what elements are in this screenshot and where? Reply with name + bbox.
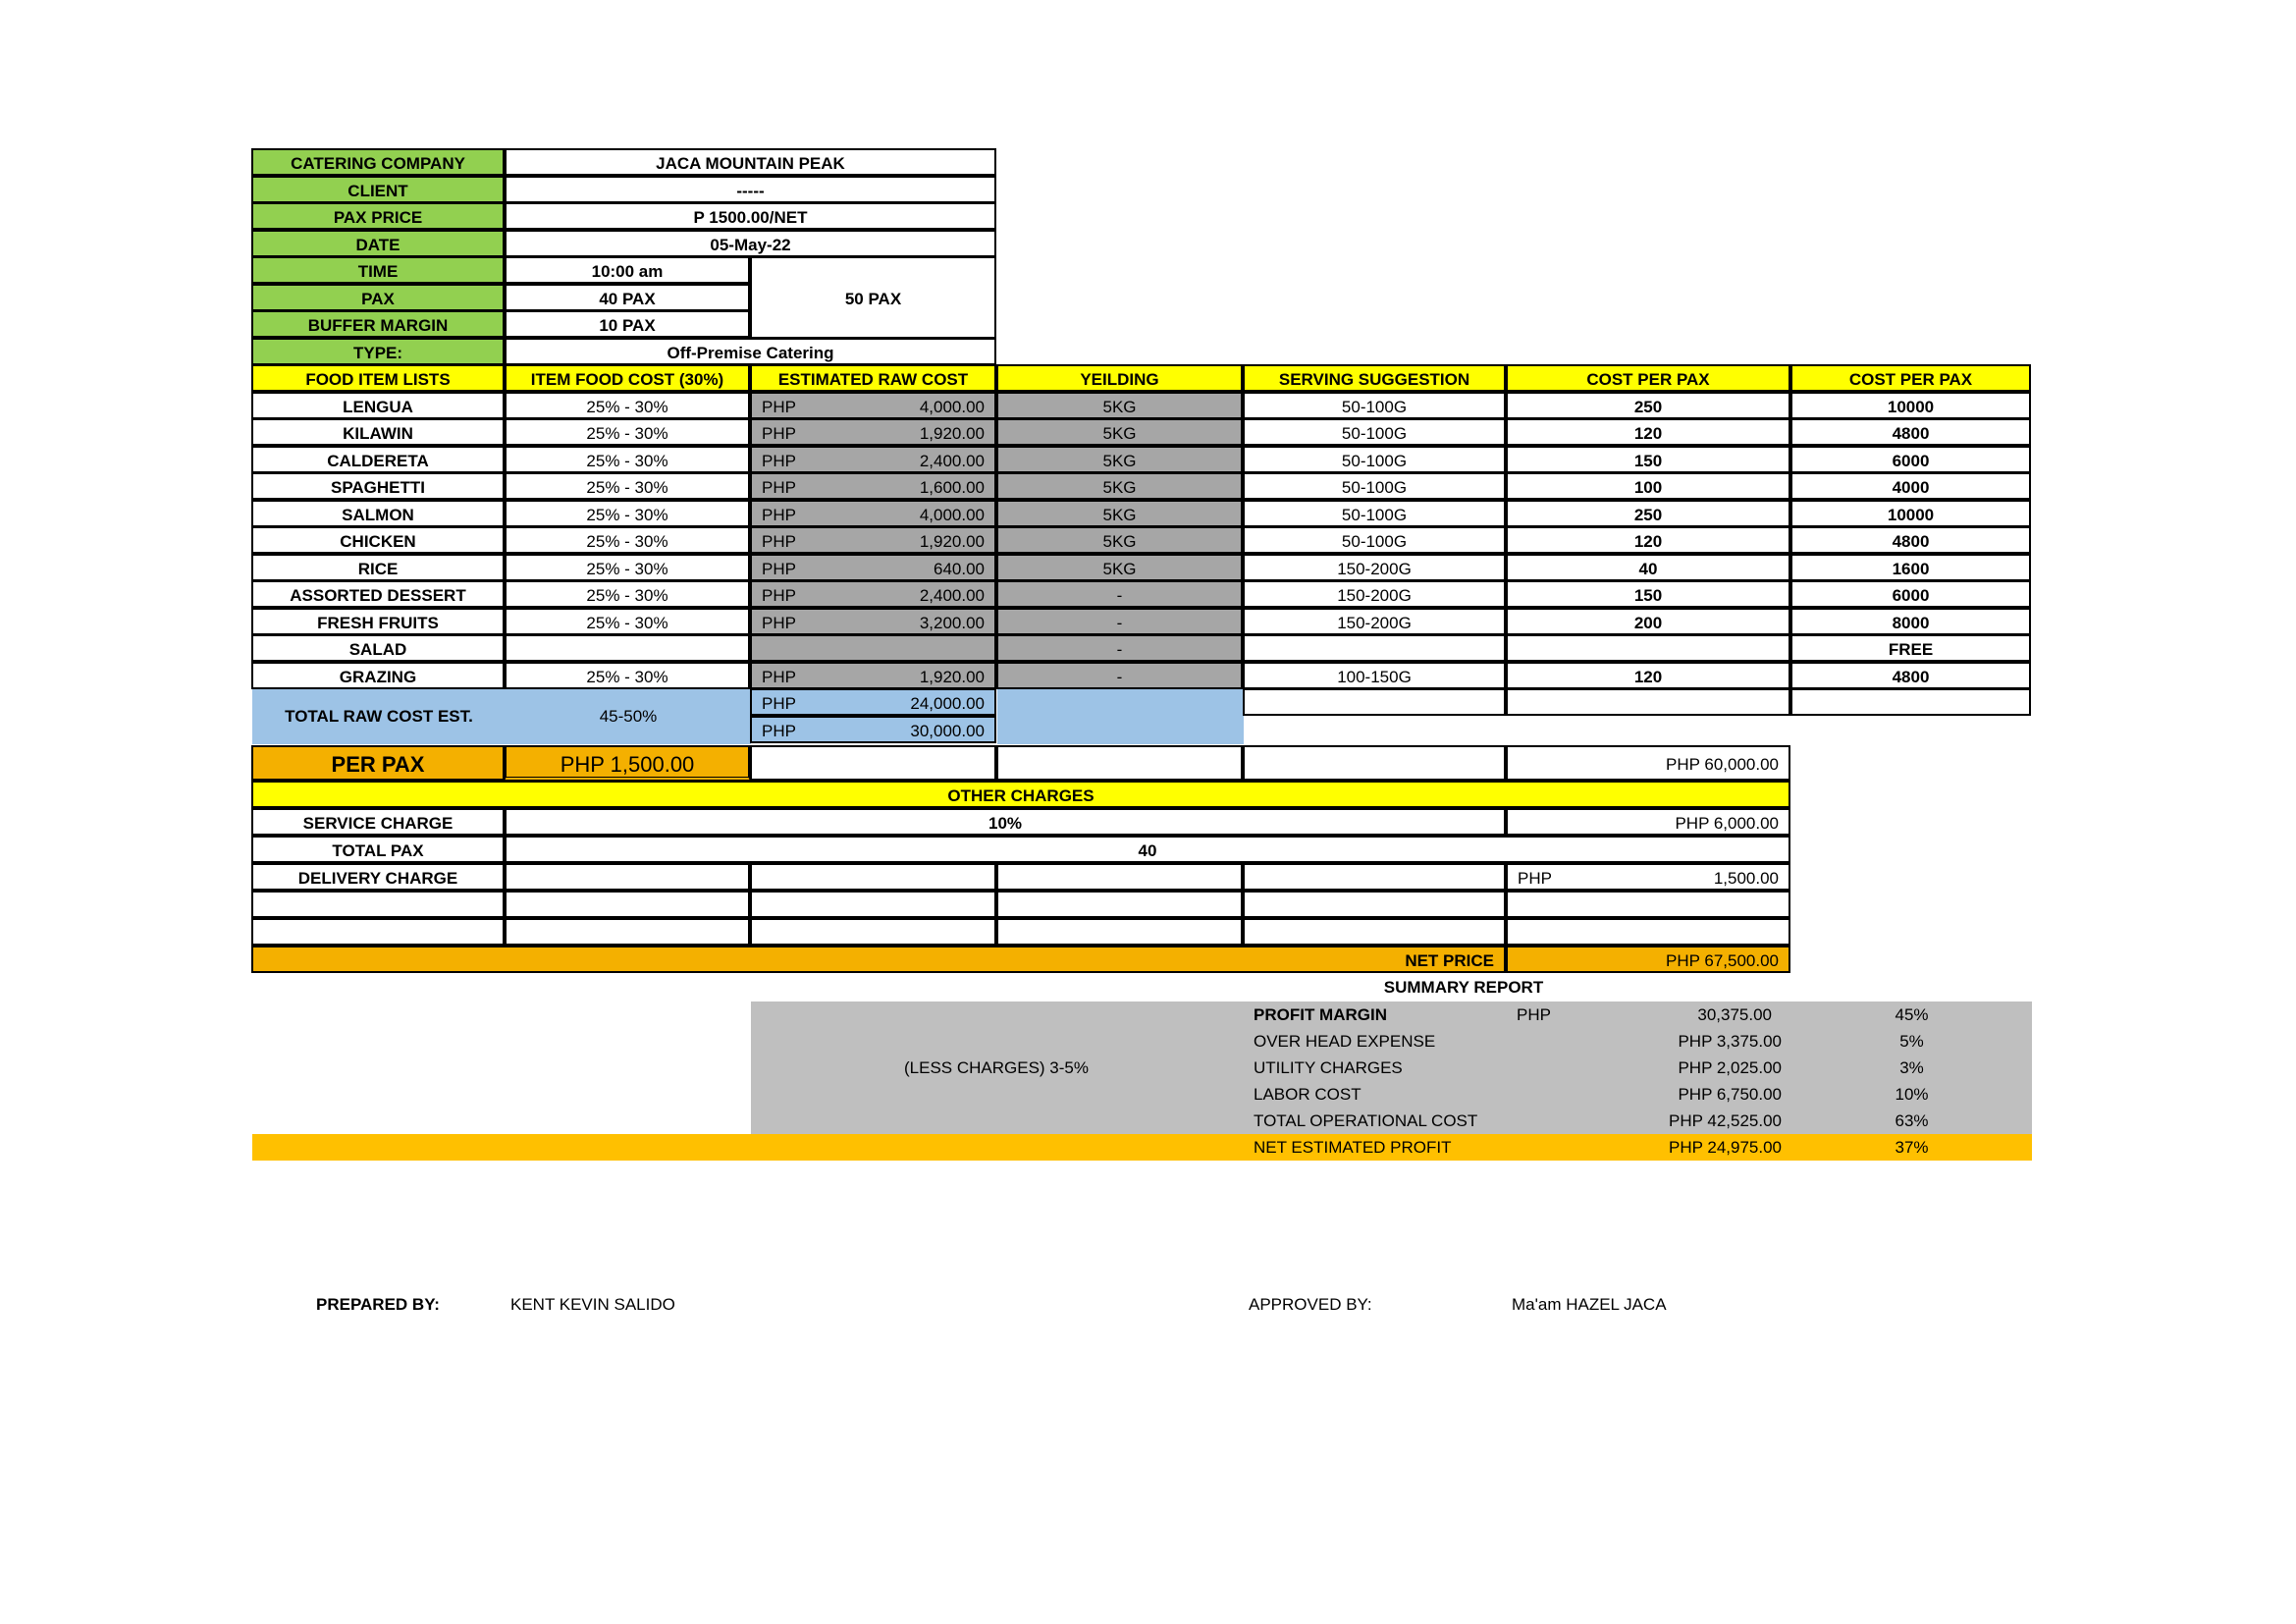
column-header: COST PER PAX — [1790, 364, 2031, 392]
item-cost-total: 10000 — [1790, 500, 2031, 527]
blank-cell — [1243, 745, 1506, 781]
header-value: 10 PAX — [505, 310, 750, 338]
item-serving — [1243, 634, 1506, 662]
currency-label: PHP — [762, 478, 796, 497]
currency-label: PHP — [762, 424, 796, 443]
item-food-cost: 25% - 30% — [505, 608, 750, 635]
currency-label: PHP — [762, 722, 796, 740]
item-serving: 50-100G — [1243, 472, 1506, 500]
approved-by-name: Ma'am HAZEL JACA — [1512, 1295, 1667, 1314]
column-header: ESTIMATED RAW COST — [750, 364, 996, 392]
summary-row-amount — [1507, 1001, 1791, 1028]
item-serving: 50-100G — [1243, 526, 1506, 554]
delivery-charge-amount — [1506, 863, 1790, 891]
item-yield: 5KG — [996, 446, 1243, 473]
total-raw-label: TOTAL RAW COST EST. — [252, 689, 506, 744]
blank-cell — [505, 863, 750, 891]
raw-cost-amount: 2,400.00 — [919, 586, 985, 605]
raw-cost-amount: 1,920.00 — [919, 424, 985, 443]
header-label: TYPE: — [251, 338, 505, 365]
raw-cost-amount: 1,600.00 — [919, 478, 985, 497]
total-raw-pct: 45-50% — [506, 689, 751, 744]
item-raw-cost — [750, 500, 996, 527]
blank-cell — [1243, 891, 1506, 918]
item-cost-pax: 200 — [1506, 608, 1790, 635]
item-cost-pax: 40 — [1506, 554, 1790, 581]
header-value: P 1500.00/NET — [505, 202, 996, 230]
item-serving: 50-100G — [1243, 446, 1506, 473]
summary-row-pct: 45% — [1895, 1005, 1929, 1024]
service-charge-amount: PHP 6,000.00 — [1506, 808, 1790, 836]
item-cost-pax: 150 — [1506, 446, 1790, 473]
item-name: SALAD — [251, 634, 505, 662]
blank-cell — [750, 745, 996, 781]
summary-row-amount: PHP 42,525.00 — [1669, 1111, 1782, 1130]
item-yield: 5KG — [996, 500, 1243, 527]
column-header: FOOD ITEM LISTS — [251, 364, 505, 392]
item-yield: 5KG — [996, 472, 1243, 500]
item-food-cost: 25% - 30% — [505, 446, 750, 473]
item-raw-cost — [750, 580, 996, 608]
summary-row-amount: PHP 2,025.00 — [1678, 1058, 1782, 1077]
currency-label: PHP — [762, 586, 796, 605]
item-cost-total: 10000 — [1790, 392, 2031, 419]
item-food-cost: 25% - 30% — [505, 392, 750, 419]
item-cost-pax: 120 — [1506, 526, 1790, 554]
column-header: ITEM FOOD COST (30%) — [505, 364, 750, 392]
blank-cell — [750, 863, 996, 891]
item-cost-total: 1600 — [1790, 554, 2031, 581]
item-food-cost: 25% - 30% — [505, 526, 750, 554]
approved-by-label: APPROVED BY: — [1249, 1295, 1372, 1314]
item-raw-cost — [750, 662, 996, 689]
item-name: SALMON — [251, 500, 505, 527]
item-yield: 5KG — [996, 418, 1243, 446]
blank-cell — [505, 891, 750, 918]
summary-row-label: OVER HEAD EXPENSE — [1254, 1032, 1436, 1051]
currency-label: PHP — [762, 506, 796, 524]
header-value: 40 PAX — [505, 284, 750, 311]
item-yield: 5KG — [996, 392, 1243, 419]
item-cost-total: 4800 — [1790, 662, 2031, 689]
currency-label: PHP — [1517, 1005, 1551, 1024]
total-raw-amount — [750, 688, 996, 716]
item-cost-total: 4000 — [1790, 472, 2031, 500]
item-food-cost: 25% - 30% — [505, 500, 750, 527]
column-header: COST PER PAX — [1506, 364, 1790, 392]
header-value: 05-May-22 — [505, 230, 996, 257]
net-profit-pct: 37% — [1791, 1134, 2032, 1161]
item-name: RICE — [251, 554, 505, 581]
currency-label: PHP — [762, 694, 796, 713]
blank-cell — [996, 891, 1243, 918]
item-cost-pax: 100 — [1506, 472, 1790, 500]
header-value: 10:00 am — [505, 256, 750, 284]
net-price-label: NET PRICE — [251, 946, 1506, 973]
item-food-cost: 25% - 30% — [505, 554, 750, 581]
blank-cell — [505, 918, 750, 946]
item-raw-cost — [750, 472, 996, 500]
net-price-value: PHP 67,500.00 — [1506, 946, 1790, 973]
header-value: ----- — [505, 176, 996, 203]
item-raw-cost — [750, 554, 996, 581]
item-serving: 50-100G — [1243, 418, 1506, 446]
item-name: LENGUA — [251, 392, 505, 419]
other-charges-title: OTHER CHARGES — [251, 781, 1790, 808]
summary-row-amount: PHP 3,375.00 — [1678, 1032, 1782, 1051]
blank-cell — [750, 918, 996, 946]
item-serving: 150-200G — [1243, 580, 1506, 608]
item-cost-pax: 250 — [1506, 392, 1790, 419]
delivery-charge-label: DELIVERY CHARGE — [251, 863, 505, 891]
item-raw-cost — [750, 418, 996, 446]
header-label: CLIENT — [251, 176, 505, 203]
item-serving: 150-200G — [1243, 554, 1506, 581]
total-pax-box: 50 PAX — [750, 256, 996, 339]
raw-cost-amount: 1,920.00 — [919, 668, 985, 686]
raw-total-amount: 30,000.00 — [910, 722, 985, 740]
header-label: PAX — [251, 284, 505, 311]
item-yield: - — [996, 634, 1243, 662]
raw-cost-amount: 3,200.00 — [919, 614, 985, 632]
item-serving: 50-100G — [1243, 392, 1506, 419]
blank-cell — [251, 918, 505, 946]
item-cost-pax: 250 — [1506, 500, 1790, 527]
net-profit-label: NET ESTIMATED PROFIT — [1244, 1134, 1507, 1161]
blank-cell — [1506, 891, 1790, 918]
blank-cell — [996, 863, 1243, 891]
less-charges-label: (LESS CHARGES) 3-5% — [751, 1001, 1242, 1134]
currency-label: PHP — [762, 452, 796, 470]
item-yield: 5KG — [996, 526, 1243, 554]
blank-blue — [997, 689, 1244, 717]
item-cost-total: 4800 — [1790, 418, 2031, 446]
item-name: KILAWIN — [251, 418, 505, 446]
summary-amount: 30,375.00 — [1697, 1005, 1772, 1024]
item-name: CALDERETA — [251, 446, 505, 473]
blank-cell — [1243, 863, 1506, 891]
item-raw-cost — [750, 446, 996, 473]
per-pax-label: PER PAX — [251, 745, 505, 781]
summary-row-label: TOTAL OPERATIONAL COST — [1254, 1111, 1478, 1130]
blank-cell — [750, 891, 996, 918]
header-label: TIME — [251, 256, 505, 284]
blank-cell — [1243, 918, 1506, 946]
item-food-cost: 25% - 30% — [505, 472, 750, 500]
summary-row-pct: 63% — [1895, 1111, 1929, 1130]
header-value: Off-Premise Catering — [505, 338, 996, 365]
per-pax-value: PHP 1,500.00 — [505, 745, 750, 781]
total-pax-value: 40 — [505, 836, 1790, 863]
item-cost-pax: 120 — [1506, 662, 1790, 689]
item-cost-total: FREE — [1790, 634, 2031, 662]
item-name: CHICKEN — [251, 526, 505, 554]
raw-cost-amount: 1,920.00 — [919, 532, 985, 551]
item-raw-cost — [750, 526, 996, 554]
blank-cell — [996, 745, 1243, 781]
item-yield: - — [996, 580, 1243, 608]
summary-row-label: UTILITY CHARGES — [1254, 1058, 1403, 1077]
summary-row-pct: 5% — [1899, 1032, 1924, 1051]
service-charge-label: SERVICE CHARGE — [251, 808, 505, 836]
currency-label: PHP — [762, 532, 796, 551]
item-name: ASSORTED DESSERT — [251, 580, 505, 608]
total-raw-amount — [750, 716, 996, 743]
blank-cell — [1790, 688, 2031, 716]
item-cost-pax — [1506, 634, 1790, 662]
item-serving: 100-150G — [1243, 662, 1506, 689]
item-cost-pax: 120 — [1506, 418, 1790, 446]
total-pax-label: TOTAL PAX — [251, 836, 505, 863]
item-serving: 150-200G — [1243, 608, 1506, 635]
summary-row-pct: 3% — [1899, 1058, 1924, 1077]
blank-cell — [251, 891, 505, 918]
column-header: YEILDING — [996, 364, 1243, 392]
blank-cell — [1506, 688, 1790, 716]
currency-label: PHP — [762, 614, 796, 632]
item-raw-cost — [750, 634, 996, 662]
item-cost-total: 8000 — [1790, 608, 2031, 635]
blank-cell — [1243, 688, 1506, 716]
header-label: PAX PRICE — [251, 202, 505, 230]
item-serving: 50-100G — [1243, 500, 1506, 527]
summary-row-label: PROFIT MARGIN — [1254, 1005, 1387, 1024]
item-yield: - — [996, 662, 1243, 689]
service-charge-pct: 10% — [505, 808, 1506, 836]
summary-row-pct: 10% — [1895, 1085, 1929, 1104]
raw-cost-amount: 2,400.00 — [919, 452, 985, 470]
item-yield: 5KG — [996, 554, 1243, 581]
item-name: GRAZING — [251, 662, 505, 689]
blank-cell — [1506, 918, 1790, 946]
header-value: JACA MOUNTAIN PEAK — [505, 148, 996, 176]
per-pax-total: PHP 60,000.00 — [1506, 745, 1790, 781]
header-label: DATE — [251, 230, 505, 257]
column-header: SERVING SUGGESTION — [1243, 364, 1506, 392]
item-food-cost: 25% - 30% — [505, 662, 750, 689]
item-raw-cost — [750, 392, 996, 419]
summary-row-label: LABOR COST — [1254, 1085, 1362, 1104]
currency-label: PHP — [762, 398, 796, 416]
raw-cost-amount: 640.00 — [934, 560, 985, 578]
raw-cost-amount: 4,000.00 — [919, 506, 985, 524]
currency-label: PHP — [762, 668, 796, 686]
item-food-cost: 25% - 30% — [505, 580, 750, 608]
item-name: FRESH FRUITS — [251, 608, 505, 635]
net-profit-amount: PHP 24,975.00 — [1507, 1134, 1791, 1161]
item-cost-pax: 150 — [1506, 580, 1790, 608]
header-label: BUFFER MARGIN — [251, 310, 505, 338]
item-yield: - — [996, 608, 1243, 635]
item-raw-cost — [750, 608, 996, 635]
item-name: SPAGHETTI — [251, 472, 505, 500]
prepared-by-name: KENT KEVIN SALIDO — [510, 1295, 675, 1314]
item-cost-total: 4800 — [1790, 526, 2031, 554]
summary-row-amount: PHP 6,750.00 — [1678, 1085, 1782, 1104]
item-cost-total: 6000 — [1790, 446, 2031, 473]
currency-label: PHP — [762, 560, 796, 578]
blank-blue — [997, 717, 1244, 744]
raw-cost-amount: 4,000.00 — [919, 398, 985, 416]
blank-cell — [996, 918, 1243, 946]
item-cost-total: 6000 — [1790, 580, 2031, 608]
header-label: CATERING COMPANY — [251, 148, 505, 176]
prepared-by-label: PREPARED BY: — [316, 1295, 440, 1314]
item-food-cost — [505, 634, 750, 662]
delivery-amount: 1,500.00 — [1713, 869, 1779, 888]
item-food-cost: 25% - 30% — [505, 418, 750, 446]
currency-label: PHP — [1518, 869, 1552, 888]
summary-title: SUMMARY REPORT — [1383, 978, 1544, 997]
raw-total-amount: 24,000.00 — [910, 694, 985, 713]
